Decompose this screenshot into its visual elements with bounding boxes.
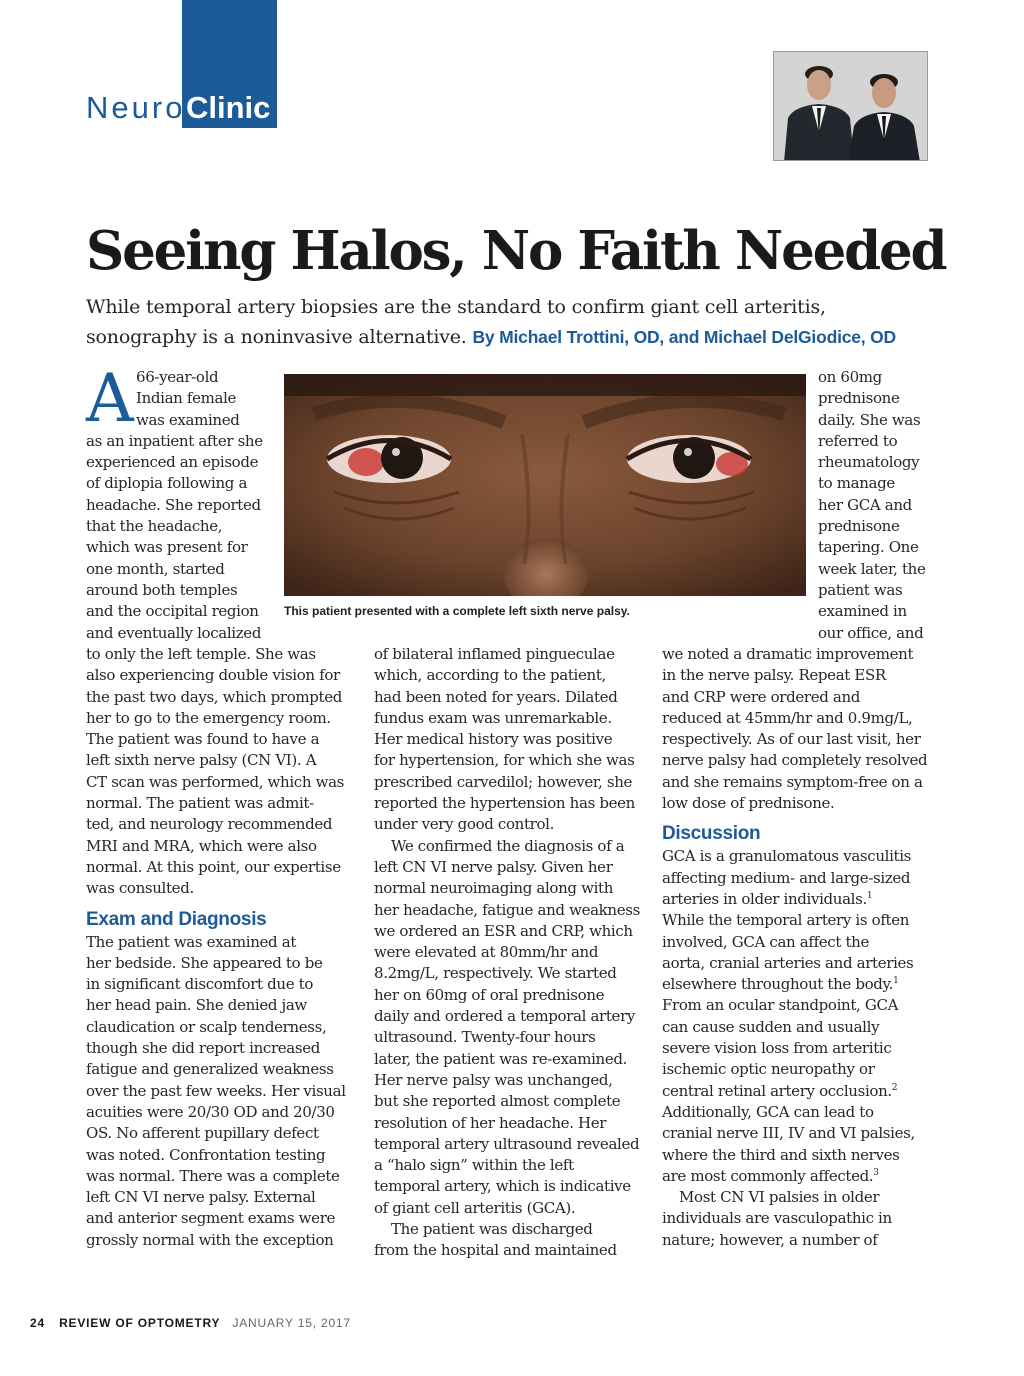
text-line: that the headache,: [86, 517, 223, 536]
text-line: the past two days, which prompted: [86, 687, 343, 706]
text-line: [662, 846, 952, 867]
text-line: her headache, fatigue and weakness: [374, 900, 640, 919]
text-line: in significant discomfort due to: [86, 975, 313, 994]
text-line: and she remains symptom-free on a: [662, 772, 923, 791]
text-line: patient was: [818, 580, 903, 599]
section-label: [86, 88, 271, 128]
text-line: [662, 868, 952, 889]
text-line: which, according to the patient,: [374, 666, 606, 685]
page-footer: [30, 1316, 351, 1330]
reference-marker: 2: [891, 1082, 898, 1093]
text-line: one month, started: [86, 559, 225, 578]
text-line: Indian female: [136, 389, 237, 408]
text-line: [662, 1059, 952, 1080]
section-subhead: Exam and Diagnosis: [86, 908, 267, 930]
article-deck: [86, 292, 946, 352]
text-line: [662, 974, 952, 995]
text-line: examined in: [818, 602, 907, 621]
text-line: her GCA and: [818, 495, 912, 514]
text-line: a “halo sign” within the left: [374, 1156, 574, 1175]
text-line: over the past few weeks. Her visual: [86, 1081, 346, 1100]
byline: By Michael Trottini, OD, and Michael DelGiodice, OD: [472, 327, 896, 347]
text-line: later, the patient was re-examined.: [374, 1049, 628, 1068]
text-line: CT scan was performed, which was: [86, 772, 345, 791]
reference-marker: 3: [873, 1167, 879, 1178]
text-run: cranial nerve III, IV and VI palsies,: [662, 1124, 915, 1143]
text-line: The patient was discharged: [391, 1220, 593, 1239]
text-line: prednisone: [818, 389, 900, 408]
text-line: and the occipital region: [86, 602, 259, 621]
text-line: of bilateral inflamed pingueculae: [374, 645, 615, 663]
text-line: had been noted for years. Dilated: [374, 687, 618, 706]
magazine-name: REVIEW OF OPTOMETRY: [59, 1316, 221, 1330]
patient-eyes-photo: [284, 374, 806, 596]
text-line: under very good control.: [374, 815, 555, 834]
text-line: and anterior segment exams were: [86, 1209, 336, 1228]
text-line: nerve palsy had completely resolved: [662, 751, 928, 770]
column-3-top: [818, 367, 948, 644]
text-run: From an ocular standpoint, GCA: [662, 996, 899, 1015]
text-run: affecting medium- and large-sized: [662, 868, 911, 887]
text-run: involved, GCA can affect the: [662, 932, 869, 951]
deck-line-1: While temporal artery biopsies are the standard to confirm giant cell arteritis,: [86, 296, 826, 318]
text-line: nature; however, a number of: [662, 1230, 878, 1249]
text-run: Additionally, GCA can lead to: [662, 1102, 874, 1121]
text-line: week later, the: [818, 559, 926, 578]
text-line: daily and ordered a temporal artery: [374, 1007, 636, 1026]
text-line: to only the left temple. She was: [86, 645, 316, 663]
text-line: for hypertension, for which she was: [374, 751, 635, 770]
page-number: 24: [30, 1316, 45, 1330]
text-line: around both temples: [86, 580, 238, 599]
section-name-part2: Clinic: [186, 90, 271, 125]
text-line: reported the hypertension has been: [374, 794, 635, 813]
text-line: her head pain. She denied jaw: [86, 996, 307, 1015]
text-line: temporal artery ultrasound revealed: [374, 1134, 640, 1153]
text-line: fundus exam was unremarkable.: [374, 708, 612, 727]
deck-line-2: sonography is a noninvasive alternative.: [86, 326, 467, 348]
text-line: was consulted.: [86, 879, 194, 898]
text-line: Most CN VI palsies in older: [679, 1188, 880, 1207]
text-line: referred to: [818, 431, 898, 450]
text-line: we noted a dramatic improvement: [662, 645, 914, 663]
text-line: which was present for: [86, 538, 248, 557]
text-line: [662, 1102, 952, 1123]
text-line: tapering. One: [818, 538, 919, 557]
text-line: rheumatology: [818, 453, 920, 472]
column-2-body: [374, 644, 644, 1262]
text-line: we ordered an ESR and CRP, which: [374, 921, 633, 940]
text-line: her to go to the emergency room.: [86, 708, 331, 727]
text-line: [662, 1145, 952, 1166]
text-line: daily. She was: [818, 410, 921, 429]
text-line: though she did report increased: [86, 1039, 321, 1058]
text-line: left sixth nerve palsy (CN VI). A: [86, 751, 317, 770]
text-line: headache. She reported: [86, 495, 261, 514]
text-line: was normal. There was a complete: [86, 1166, 340, 1185]
text-run: ischemic optic neuropathy or: [662, 1060, 875, 1079]
text-line: [662, 995, 952, 1016]
text-line: also experiencing double vision for: [86, 666, 340, 685]
text-line: resolution of her headache. Her: [374, 1113, 607, 1132]
text-line: and eventually localized: [86, 623, 262, 642]
text-line: Her nerve palsy was unchanged,: [374, 1070, 613, 1089]
section-subhead: Discussion: [662, 823, 761, 845]
text-line: [662, 1038, 952, 1059]
text-run: While the temporal artery is often: [662, 911, 910, 930]
text-line: 8.2mg/L, respectively. We started: [374, 964, 617, 983]
text-line: her on 60mg of oral prednisone: [374, 985, 605, 1004]
text-line: of diplopia following a: [86, 474, 248, 493]
reference-marker: 1: [866, 890, 873, 901]
text-line: her bedside. She appeared to be: [86, 953, 323, 972]
text-line: The patient was found to have a: [86, 730, 320, 749]
text-run: central retinal artery occlusion.: [662, 1081, 892, 1100]
reference-marker: 1: [893, 976, 899, 987]
column-1-top: [86, 360, 276, 644]
text-line: normal. At this point, our expertise: [86, 857, 341, 876]
drop-cap: A: [86, 360, 134, 437]
text-line: [662, 1017, 952, 1038]
text-run: arteries in older individuals.: [662, 889, 867, 908]
text-line: on 60mg: [818, 368, 882, 386]
text-line: We confirmed the diagnosis of a: [391, 836, 625, 855]
text-line: [662, 953, 952, 974]
text-run: severe vision loss from arteritic: [662, 1039, 892, 1058]
text-run: elsewhere throughout the body.: [662, 975, 894, 994]
text-line: normal neuroimaging along with: [374, 879, 614, 898]
text-line: ultrasound. Twenty-four hours: [374, 1028, 596, 1047]
text-line: claudication or scalp tenderness,: [86, 1017, 327, 1036]
issue-date: JANUARY 15, 2017: [232, 1316, 351, 1330]
text-line: as an inpatient after she: [86, 431, 263, 450]
text-line: in the nerve palsy. Repeat ESR: [662, 666, 886, 685]
text-line: was noted. Confrontation testing: [86, 1145, 326, 1164]
text-line: individuals are vasculopathic in: [662, 1209, 892, 1228]
text-line: low dose of prednisone.: [662, 794, 835, 813]
text-line: to manage: [818, 474, 895, 493]
text-line: prednisone: [818, 517, 900, 536]
text-line: temporal artery, which is indicative: [374, 1177, 631, 1196]
text-line: grossly normal with the exception: [86, 1230, 334, 1249]
text-line: our office, and: [818, 623, 924, 642]
text-line: [662, 889, 952, 910]
text-line: OS. No afferent pupillary defect: [86, 1124, 319, 1143]
text-run: can cause sudden and usually: [662, 1017, 880, 1036]
column-3-body: [662, 644, 952, 1251]
text-line: fatigue and generalized weakness: [86, 1060, 334, 1079]
text-line: from the hospital and maintained: [374, 1241, 617, 1260]
text-run: are most commonly affected.: [662, 1166, 874, 1185]
text-line: reduced at 45mm/hr and 0.9mg/L,: [662, 708, 913, 727]
text-line: was examined: [136, 410, 240, 429]
text-line: MRI and MRA, which were also: [86, 836, 317, 855]
text-line: left CN VI nerve palsy. Given her: [374, 857, 613, 876]
text-line: but she reported almost complete: [374, 1092, 621, 1111]
text-line: ted, and neurology recommended: [86, 815, 333, 834]
text-line: [662, 1166, 952, 1187]
text-line: The patient was examined at: [86, 932, 296, 951]
text-line: experienced an episode: [86, 453, 259, 472]
text-line: Her medical history was positive: [374, 730, 613, 749]
text-line: 66-year-old: [136, 368, 219, 386]
text-run: GCA is a granulomatous vasculitis: [662, 847, 911, 866]
text-line: left CN VI nerve palsy. External: [86, 1188, 316, 1207]
text-line: normal. The patient was admit-: [86, 794, 314, 813]
text-line: acuities were 20/30 OD and 20/30: [86, 1102, 335, 1121]
text-line: [662, 910, 952, 931]
text-line: [662, 1081, 952, 1102]
author-photo: [773, 51, 928, 161]
text-line: and CRP were ordered and: [662, 687, 861, 706]
text-line: were elevated at 80mm/hr and: [374, 943, 599, 962]
text-line: [662, 1123, 952, 1144]
text-line: respectively. As of our last visit, her: [662, 730, 921, 749]
text-line: of giant cell arteritis (GCA).: [374, 1198, 576, 1217]
text-line: [662, 932, 952, 953]
section-name-part1: Neuro: [86, 90, 186, 125]
text-run: where the third and sixth nerves: [662, 1145, 900, 1164]
article-headline: Seeing Halos, No Faith Needed: [86, 220, 946, 282]
text-run: aorta, cranial arteries and arteries: [662, 953, 914, 972]
text-line: prescribed carvedilol; however, she: [374, 772, 633, 791]
photo-caption: This patient presented with a complete left sixth nerve palsy.: [284, 604, 630, 618]
column-1-body: [86, 644, 356, 1251]
